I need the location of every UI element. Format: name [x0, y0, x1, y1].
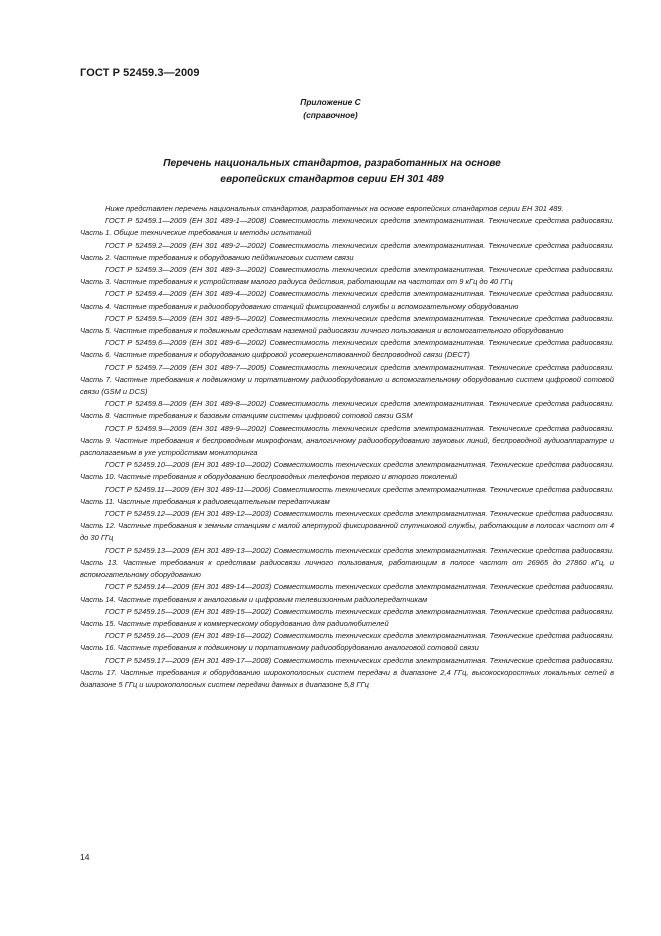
standard-entry: ГОСТ Р 52459.10—2009 (ЕН 301 489-10—2002) Совместимость технических средств электромагнитная. Технические средства радиосвязи. Часть 10. Частные требования к оборудованию беспроводных телефонов первого и второго поколений [80, 460, 614, 482]
standard-entry: ГОСТ Р 52459.3—2009 (ЕН 301 489-3—2002) Совместимость технических средств электромагнитная. Технические средства радиосвязи. Часть 3. Частные требования к устройствам малого радиуса действия, работающим на частотах от 9 кГц до 40 ГГц [80, 265, 614, 287]
page-header-standard-number: ГОСТ Р 52459.3—2009 [80, 67, 200, 79]
standard-entry: ГОСТ Р 52459.7—2009 (ЕН 301 489-7—2005) Совместимость технических средств электромагнитная. Технические средства радиосвязи. Часть 7. Частные требования к подвижному и портативному радиооборудованию и вспомогательному оборудованию систем цифровой сотовой связи (GSM и DCS) [80, 362, 614, 397]
standard-entry: ГОСТ Р 52459.12—2009 (ЕН 301 489-12—2003) Совместимость технических средств электромагнитная. Технические средства радиосвязи. Часть 12. Частные требования к земным станциям с малой апертурой фиксированной спутниковой службы, работающим в полосах частот от 4 до 30 ГГц [80, 509, 614, 543]
appendix-type: (справочное) [303, 109, 358, 120]
appendix-label: Приложение С [300, 97, 361, 107]
standard-entry: ГОСТ Р 52459.8—2009 (ЕН 301 489-8—2002) Совместимость технических средств электромагнитная. Технические средства радиосвязи. Часть 8. Частные требования к базовым станциям системы цифровой сотовой связи GSM [80, 399, 614, 421]
standard-entry: ГОСТ Р 52459.2—2009 (ЕН 301 489-2—2002) Совместимость технических средств электромагнитная. Технические средства радиосвязи. Часть 2. Частные требования к оборудованию пейджинговых систем связи [80, 240, 614, 262]
document-title [80, 156, 584, 187]
appendix-heading [0, 96, 661, 121]
page-number: 14 [80, 852, 90, 862]
standard-entry: ГОСТ Р 52459.11—2009 (ЕН 301 489-11—2006) Совместимость технических средств электромагнитная. Технические средства радиосвязи. Часть 11. Частные требования к радиовещательным передатчикам [80, 484, 614, 506]
title-line-2: европейских стандартов серии ЕН 301 489 [220, 173, 444, 185]
standard-entry: ГОСТ Р 52459.16—2009 (ЕН 301 489-16—2002) Совместимость технических средств электромагнитная. Технические средства радиосвязи. Часть 16. Частные требования к подвижному и портативному радиооборудованию аналоговой сотовой связи [80, 631, 614, 653]
standard-entry: ГОСТ Р 52459.15—2009 (ЕН 301 489-15—2002) Совместимость технических средств электромагнитная. Технические средства радиосвязи. Часть 15. Частные требования к коммерческому оборудованию для радиолюбителей [80, 606, 614, 628]
standard-entry: ГОСТ Р 52459.17—2009 (ЕН 301 489-17—2008) Совместимость технических средств электромагнитная. Технические средства радиосвязи. Часть 17. Частные требования к оборудованию широкополосных систем передачи в диапазоне 2,4 ГГц, высокоскоростных локальных сетей в диапазоне 5 ГГц и широкополосных систем передачи данных в диапазоне 5,8 ГГц [80, 655, 614, 689]
standard-entry: ГОСТ Р 52459.13—2009 (ЕН 301 489-13—2002) Совместимость технических средств электромагнитная. Технические средства радиосвязи. Часть 13. Частные требования к средствам радиосвязи личного пользования, работающим в полосе частот от 26965 до 27860 кГц, и вспомогательному оборудованию [80, 545, 614, 580]
standard-entry: ГОСТ Р 52459.9—2009 (ЕН 301 489-9—2002) Совместимость технических средств электромагнитная. Технические средства радиосвязи. Часть 9. Частные требования к беспроводным микрофонам, аналогичному радиооборудованию звуковых линий, беспроводной аудиоаппаратуре и располагаемым в ухе устройствам мониторинга [80, 423, 614, 458]
standard-entry: ГОСТ Р 52459.5—2009 (ЕН 301 489-5—2002) Совместимость технических средств электромагнитная. Технические средства радиосвязи. Часть 5. Частные требования к подвижным средствам наземной радиосвязи личного пользования и вспомогательного оборудованию [80, 313, 614, 336]
standard-entry: ГОСТ Р 52459.6—2009 (ЕН 301 489-6—2002) Совместимость технических средств электромагнитная. Технические средства радиосвязи. Часть 6. Частные требования к оборудованию цифровой усовершенствованной беспроводной связи (DECT) [80, 338, 614, 360]
standard-entry: ГОСТ Р 52459.4—2009 (ЕН 301 489-4—2002) Совместимость технических средств электромагнитная. Технические средства радиосвязи. Часть 4. Частные требования к радиооборудованию станций фиксированной службы и вспомогательному оборудованию [80, 289, 614, 311]
title-line-1: Перечень национальных стандартов, разработанных на основе [163, 158, 501, 169]
standard-entry: ГОСТ Р 52459.14—2009 (ЕН 301 489-14—2003) Совместимость технических средств электромагнитная. Технические средства радиосвязи. Часть 14. Частные требования к аналоговым и цифровым телевизионным радиопередатчикам [80, 582, 614, 604]
standard-entry: ГОСТ Р 52459.1—2009 (ЕН 301 489-1—2008) Совместимость технических средств электромагнитная. Технические средства радиосвязи. Часть 1. Общие технические требования и методы испытаний [80, 216, 614, 238]
intro-paragraph: Ниже представлен перечень национальных стандартов, разработанных на основе европейских стандартов серии ЕН 301 489. [105, 204, 564, 213]
standards-list [80, 203, 614, 691]
